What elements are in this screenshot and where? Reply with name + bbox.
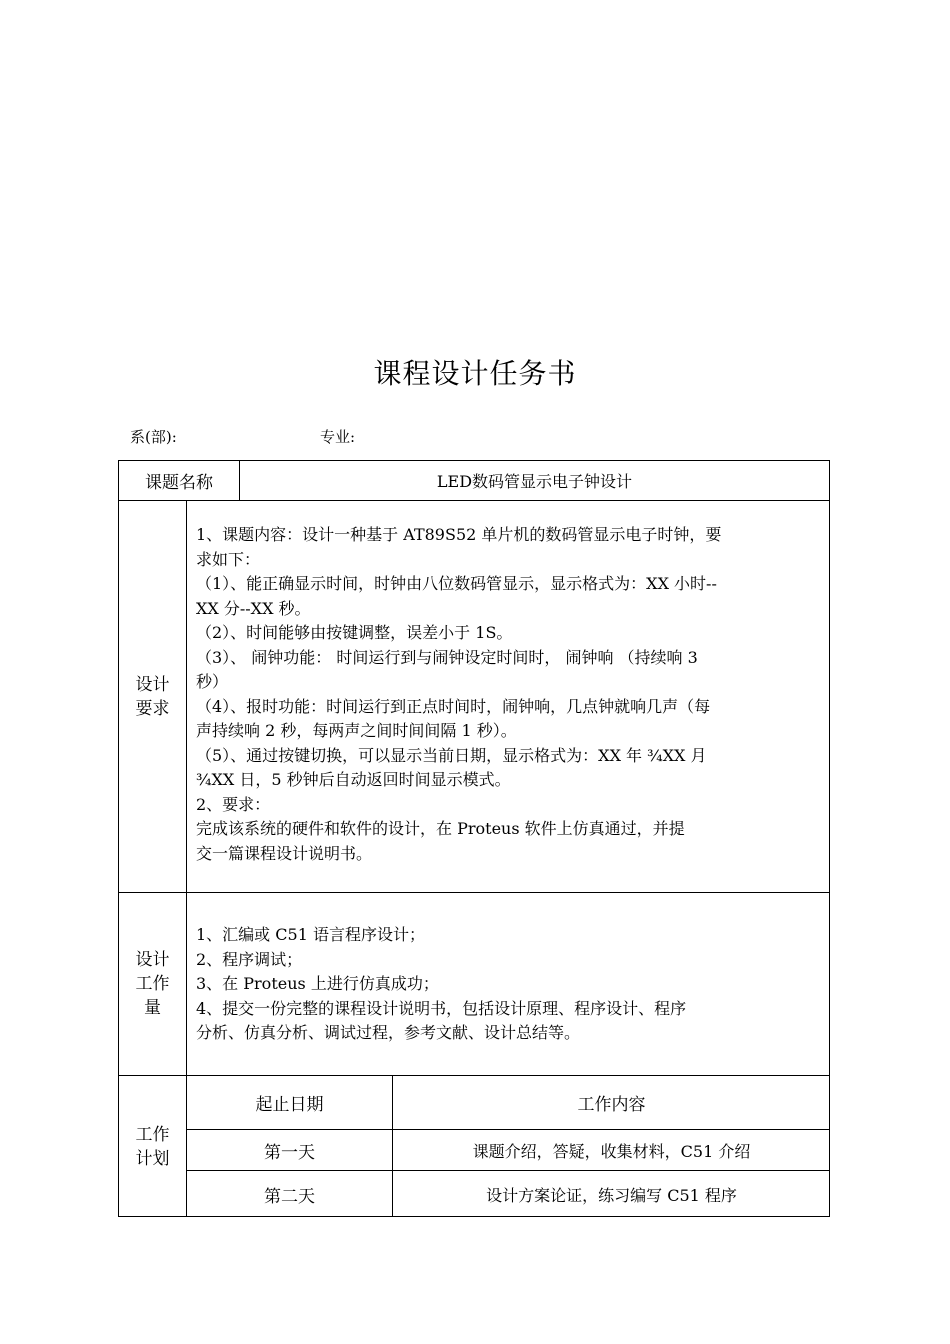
- plan-row-date: 第二天: [264, 1186, 315, 1207]
- workload-line: 分析、仿真分析、调试过程，参考文献、设计总结等。: [196, 1023, 581, 1042]
- requirements-line: 声持续响 2 秒，每两声之间时间间隔 1 秒）。: [196, 721, 517, 740]
- plan-label: 工作 计划: [135, 1124, 170, 1169]
- requirements-line: XX 分--XX 秒。: [196, 598, 311, 618]
- workload-line: 3、在 Proteus 上进行仿真成功；: [196, 974, 439, 993]
- requirements-line: 2、要求：: [196, 794, 271, 814]
- plan-row-content: 设计方案论证，练习编写 C51 程序: [486, 1185, 737, 1205]
- plan-header-date: 起止日期: [255, 1095, 324, 1115]
- requirements-line: （3）、 闹钟功能： 时间运行到与闹钟设定时间时， 闹钟响 （持续响 3: [196, 647, 698, 667]
- workload-line: 4、提交一份完整的课程设计说明书，包括设计原理、程序设计、程序: [196, 998, 687, 1018]
- requirements-line: 求如下：: [196, 549, 261, 569]
- requirements-content: [196, 523, 820, 866]
- requirements-label: 设计 要求: [135, 674, 170, 719]
- divider: [118, 500, 830, 501]
- divider: [118, 892, 830, 893]
- workload-content: [196, 923, 686, 1046]
- workload-line: 2、程序调试；: [196, 949, 303, 969]
- plan-header-content: 工作内容: [577, 1095, 646, 1115]
- major-label: 专业:: [320, 428, 356, 446]
- requirements-line: ¾XX 日，5 秒钟后自动返回时间显示模式。: [196, 770, 511, 789]
- requirements-line: （4）、报时功能：时间运行到正点时间时，闹钟响，几点钟就响几声（每: [196, 696, 711, 716]
- requirements-line: 秒）: [196, 672, 229, 691]
- workload-line: 1、汇编或 C51 语言程序设计；: [196, 925, 425, 944]
- requirements-line: （1）、能正确显示时间，时钟由八位数码管显示，显示格式为：XX 小时--: [196, 574, 717, 593]
- requirements-line: 交一篇课程设计说明书。: [196, 843, 373, 863]
- department-label: 系(部):: [130, 428, 177, 446]
- requirements-line: 1、课题内容：设计一种基于 AT89S52 单片机的数码管显示电子时钟，要: [196, 525, 722, 544]
- page-title: 课程设计任务书: [373, 357, 577, 390]
- requirements-line: 完成该系统的硬件和软件的设计，在 Proteus 软件上仿真通过，并提: [196, 819, 685, 838]
- topic-value: LED数码管显示电子钟设计: [436, 472, 633, 491]
- topic-label: 课题名称: [145, 473, 213, 493]
- plan-row-date: 第一天: [264, 1142, 315, 1163]
- requirements-line: （5）、通过按键切换，可以显示当前日期，显示格式为：XX 年 ¾XX 月: [196, 745, 707, 765]
- workload-label: 设计 工作 量: [135, 950, 170, 1018]
- plan-row-content: 课题介绍，答疑，收集材料，C51 介绍: [472, 1141, 751, 1161]
- requirements-line: （2）、时间能够由按键调整，误差小于 1S。: [196, 623, 513, 642]
